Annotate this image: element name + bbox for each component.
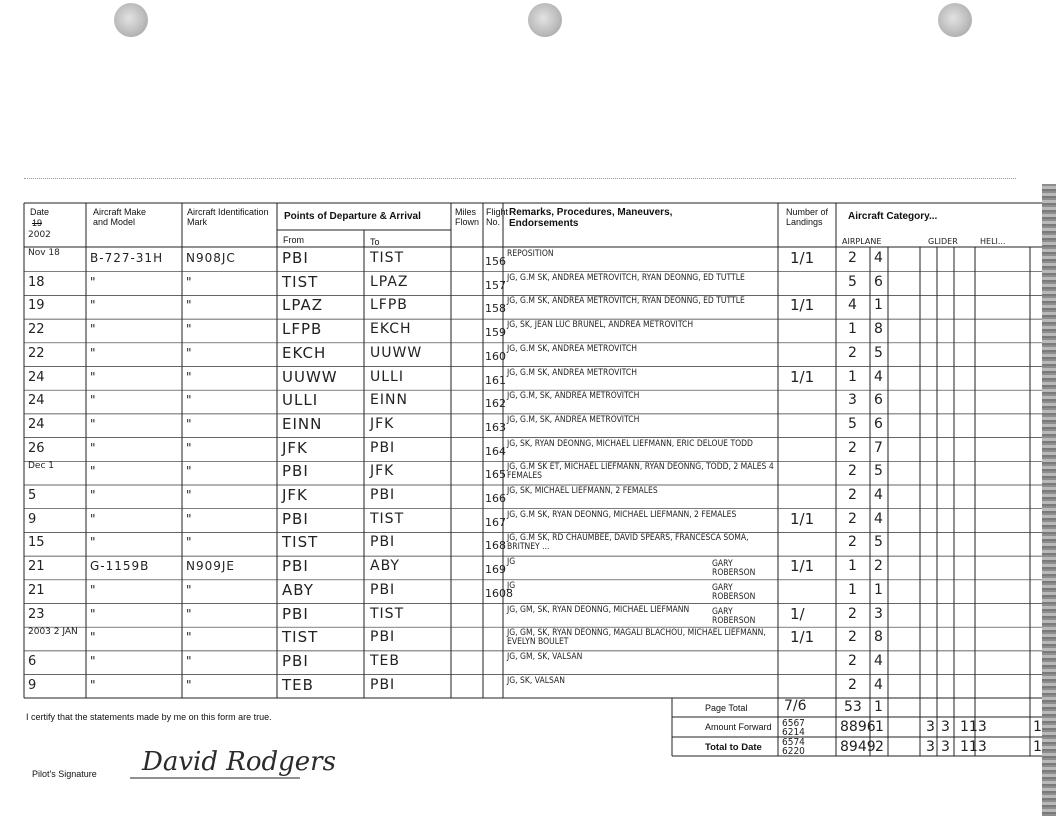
row-to: TIST (370, 605, 405, 622)
row-landings: 1/1 (790, 509, 815, 528)
row-hrs: 2 (848, 629, 857, 646)
row-make: " (90, 345, 97, 360)
amount-forward-g3: 113 (960, 719, 987, 735)
header-aircraft-make: Aircraft Make and Model (93, 207, 147, 227)
row-make: " (90, 582, 97, 597)
row-ident: " (186, 511, 193, 526)
header-date-year-struck: 19 (32, 218, 43, 228)
row-ident: " (186, 653, 193, 668)
row-hrs: 1 (848, 581, 857, 598)
row-to: PBI (370, 629, 396, 646)
row-ident: " (186, 606, 193, 621)
row-make: " (90, 464, 97, 479)
row-from: PBI (282, 509, 309, 528)
row-to: LPAZ (370, 273, 409, 290)
row-date: 22 (28, 345, 45, 361)
row-hrs: 2 (848, 510, 857, 527)
row-date: 21 (28, 582, 45, 598)
row-from: PBI (282, 651, 309, 670)
row-remarks-aside: GARY ROBERSON (712, 559, 756, 579)
row-landings: 1/1 (790, 296, 815, 315)
header-aircraft-id: Aircraft Identification Mark (187, 207, 269, 227)
row-from: ABY (282, 580, 314, 599)
amount-forward-g2: 3 (941, 719, 950, 735)
row-from: PBI (282, 462, 309, 481)
row-hrs: 2 (848, 605, 857, 622)
row-tenths: 4 (874, 250, 883, 266)
row-ident: N909JE (186, 559, 236, 574)
header-to: To (370, 237, 380, 247)
row-ident: " (186, 274, 193, 289)
row-date: 24 (28, 393, 45, 409)
row-date: 22 (28, 322, 45, 338)
row-from: TIST (282, 533, 319, 552)
row-flight: 159 (485, 326, 506, 340)
row-remarks: JG, GM, SK, RYAN DEONNG, MICHAEL LIEFMANN (507, 604, 690, 615)
row-date: Nov 18 (28, 248, 60, 258)
row-hrs: 4 (848, 297, 857, 314)
row-remarks: JG (507, 580, 516, 591)
row-tenths: 4 (874, 510, 883, 527)
row-from: LPAZ (282, 296, 323, 315)
row-date: 23 (28, 606, 45, 622)
page-total-label: Page Total (705, 703, 748, 713)
row-remarks: JG, GM, SK, RYAN DEONNG, MAGALI BLACHOU, MICHAEL LIEFMANN, EVELYN BOULET (507, 628, 766, 648)
row-ident: " (186, 298, 193, 313)
pilot-signature: David Rodgers (142, 747, 336, 777)
row-ident: N908JC (186, 251, 236, 265)
row-ident: " (186, 488, 193, 502)
row-hrs: 2 (848, 250, 857, 266)
amount-forward-g1: 3 (926, 719, 935, 735)
row-ident: " (186, 345, 193, 360)
row-tenths: 5 (874, 344, 883, 361)
row-from: TEB (282, 675, 314, 694)
header-category: Aircraft Category... (848, 211, 938, 222)
row-to: ULLI (370, 368, 404, 385)
row-date: Dec 1 (28, 461, 55, 472)
total-to-date-landings: 6574 6220 (782, 737, 805, 757)
row-hrs: 1 (848, 321, 857, 338)
row-ident: " (186, 630, 193, 645)
row-to: LFPB (370, 297, 408, 314)
certify-statement: I certify that the statements made by me on this form are true. (26, 712, 272, 722)
row-remarks: REPOSITION (507, 249, 554, 259)
header-date-year-written: 2002 (28, 230, 51, 240)
row-tenths: 7 (874, 439, 883, 456)
row-tenths: 5 (874, 463, 883, 480)
row-tenths: 6 (874, 415, 883, 432)
header-from: From (283, 235, 304, 245)
row-make: " (90, 274, 97, 289)
row-to: PBI (370, 676, 396, 693)
row-flight: 163 (485, 420, 506, 434)
row-date: 19 (28, 298, 45, 314)
row-make: " (90, 677, 97, 692)
row-tenths: 1 (874, 581, 883, 598)
row-date: 21 (28, 559, 45, 575)
row-to: JFK (370, 463, 395, 480)
row-to: PBI (370, 534, 396, 551)
row-make: B-727-31H (90, 251, 164, 265)
row-remarks: JG, G.M SK, ANDREA METROVITCH, RYAN DEONNG, ED TUTTLE (507, 272, 745, 283)
amount-forward-label: Amount Forward (705, 722, 772, 732)
header-date: Date (30, 207, 50, 217)
row-from: UUWW (282, 367, 338, 386)
row-landings: 1/1 (790, 557, 815, 576)
amount-forward-g4: 1 (1033, 719, 1042, 735)
amount-forward-hours: 8896 (840, 719, 876, 735)
row-from: LFPB (282, 320, 323, 339)
row-flight: 166 (485, 492, 506, 505)
row-make: " (90, 630, 97, 645)
row-from: ULLI (282, 391, 319, 410)
row-make: " (90, 369, 97, 384)
row-flight: 161 (485, 373, 506, 387)
row-hrs: 3 (848, 392, 857, 409)
row-remarks: JG, G.M SK, ANDREA METROVITCH (507, 343, 637, 354)
row-remarks: JG, SK, RYAN DEONNG, MICHAEL LIEFMANN, ERIC DELOUE TODD (507, 438, 753, 449)
row-date: 15 (28, 535, 45, 551)
row-from: TIST (282, 272, 319, 291)
row-flight: 160 (485, 349, 506, 363)
row-tenths: 8 (874, 629, 883, 646)
row-ident: " (186, 464, 193, 479)
page-total-tenths: 1 (874, 699, 883, 715)
pilot-signature-label: Pilot's Signature (32, 769, 97, 779)
total-to-date-label: Total to Date (705, 742, 762, 753)
row-tenths: 5 (874, 534, 883, 551)
row-hrs: 2 (848, 487, 857, 503)
row-remarks-aside: GARY ROBERSON (712, 606, 756, 626)
row-hrs: 1 (848, 558, 857, 575)
row-to: TIST (370, 250, 405, 266)
row-to: JFK (370, 415, 395, 432)
page-total-landings: 7/6 (784, 698, 807, 714)
row-ident: " (186, 440, 193, 455)
row-to: EKCH (370, 321, 412, 338)
row-hrs: 2 (848, 344, 857, 361)
row-make: " (90, 416, 97, 431)
row-ident: " (186, 677, 193, 692)
row-remarks: JG, G.M SK, RYAN DEONNG, MICHAEL LIEFMANN, 2 FEMALES (507, 509, 737, 520)
row-make: " (90, 535, 97, 550)
row-date: 18 (28, 274, 45, 290)
total-to-date-g1: 3 (926, 739, 935, 755)
row-remarks: JG, SK, MICHAEL LIEFMANN, 2 FEMALES (507, 486, 658, 496)
row-from: EINN (282, 414, 323, 433)
row-ident: " (186, 369, 193, 384)
row-ident: " (186, 393, 193, 408)
row-from: PBI (282, 249, 309, 267)
row-to: PBI (370, 439, 396, 456)
row-tenths: 4 (874, 368, 883, 385)
row-hrs: 2 (848, 439, 857, 456)
row-flight: 169 (485, 563, 506, 577)
row-to: ABY (370, 558, 400, 575)
row-tenths: 4 (874, 487, 883, 503)
row-landings: 1/ (790, 604, 805, 623)
row-ident: " (186, 582, 193, 597)
row-make: " (90, 653, 97, 668)
row-from: JFK (282, 486, 308, 504)
row-tenths: 8 (874, 321, 883, 338)
row-remarks-aside: GARY ROBERSON (712, 582, 756, 602)
row-landings: 1/1 (790, 367, 815, 386)
row-to: PBI (370, 487, 396, 503)
row-hrs: 5 (848, 273, 857, 290)
row-ident: " (186, 322, 193, 337)
row-flight: 162 (485, 397, 506, 411)
row-flight: 167 (485, 515, 506, 529)
row-remarks: JG, G.M SK, ANDREA METROVITCH, RYAN DEONNG, ED TUTTLE (507, 296, 745, 307)
row-tenths: 3 (874, 605, 883, 622)
row-hrs: 2 (848, 534, 857, 551)
row-landings: 1/1 (790, 249, 815, 267)
amount-forward-landings: 6567 6214 (782, 718, 805, 738)
row-from: PBI (282, 557, 309, 576)
row-from: TIST (282, 628, 319, 647)
row-tenths: 2 (874, 558, 883, 575)
category-glider: GLIDER (928, 237, 958, 246)
row-date: 24 (28, 416, 45, 432)
row-from: EKCH (282, 343, 327, 362)
row-flight: 165 (485, 468, 506, 482)
row-hrs: 2 (848, 463, 857, 480)
header-points: Points of Departure & Arrival (284, 211, 421, 222)
row-to: PBI (370, 581, 396, 598)
row-hrs: 2 (848, 652, 857, 669)
row-tenths: 1 (874, 297, 883, 314)
header-remarks: Remarks, Procedures, Maneuvers, Endorsements (509, 207, 673, 229)
row-remarks: JG, SK, VALSAN (507, 675, 565, 686)
row-from: JFK (282, 438, 308, 457)
row-hrs: 2 (848, 676, 857, 693)
total-to-date-g3: 113 (960, 739, 987, 755)
row-tenths: 6 (874, 392, 883, 409)
row-to: UUWW (370, 344, 423, 361)
row-make: " (90, 488, 97, 502)
row-make: " (90, 606, 97, 621)
row-to: EINN (370, 392, 408, 409)
category-airplane: AIRPLANE (842, 237, 882, 246)
row-ident: " (186, 535, 193, 550)
row-date: 24 (28, 369, 45, 385)
row-flight: 168 (485, 539, 506, 553)
row-remarks: JG, G.M SK, ANDREA METROVITCH (507, 367, 637, 378)
row-date: 2003 2 JAN (28, 627, 78, 638)
row-make: " (90, 298, 97, 313)
row-remarks: JG, G.M SK, RD CHAUMBEE, DAVID SPEARS, FRANCESCA SOMA, BRITNEY ... (507, 533, 749, 553)
total-to-date-g4: 1 (1033, 739, 1042, 755)
row-to: TIST (370, 510, 405, 527)
row-hrs: 1 (848, 368, 857, 385)
row-remarks: JG, G.M SK ET, MICHAEL LIEFMANN, RYAN DEONNG, TODD, 2 MALES 4 FEMALES (507, 462, 774, 482)
row-flight: 157 (485, 278, 506, 292)
row-date: 5 (28, 488, 37, 503)
row-to: TEB (370, 652, 401, 669)
header-flight: Flight No. (486, 207, 509, 227)
row-tenths: 4 (874, 676, 883, 693)
total-to-date-hours: 8949 (840, 739, 876, 755)
row-date: 26 (28, 440, 45, 456)
row-remarks: JG, G.M, SK, ANDREA METROVITCH (507, 414, 640, 425)
row-landings: 1/1 (790, 628, 815, 647)
total-to-date-g2: 3 (941, 739, 950, 755)
page-total-hours: 53 (844, 699, 862, 715)
header-miles: Miles Flown (455, 207, 480, 227)
row-make: " (90, 393, 97, 408)
row-make: " (90, 322, 97, 337)
row-hrs: 5 (848, 415, 857, 432)
category-helicopter: HELI... (980, 237, 1006, 246)
row-tenths: 4 (874, 652, 883, 669)
row-make: " (90, 440, 97, 455)
row-remarks: JG, G.M, SK, ANDREA METROVITCH (507, 391, 640, 402)
row-flight: 1608 (485, 586, 513, 600)
header-landings: Number of Landings (786, 207, 829, 227)
row-make: " (90, 511, 97, 526)
row-flight: 158 (485, 302, 506, 316)
row-from: PBI (282, 604, 309, 623)
row-remarks: JG (507, 557, 516, 568)
row-tenths: 6 (874, 273, 883, 290)
row-make: G-1159B (90, 559, 150, 574)
row-remarks: JG, GM, SK, VALSAN (507, 651, 583, 662)
row-ident: " (186, 416, 193, 431)
amount-forward-tenths: 1 (875, 719, 884, 735)
row-flight: 156 (485, 255, 506, 268)
row-flight: 164 (485, 444, 506, 458)
total-to-date-tenths: 2 (875, 739, 884, 755)
row-date: 9 (28, 511, 37, 527)
row-date: 9 (28, 677, 37, 693)
row-remarks: JG, SK, JEAN LUC BRUNEL, ANDREA METROVITCH (507, 320, 694, 331)
row-date: 6 (28, 653, 37, 669)
